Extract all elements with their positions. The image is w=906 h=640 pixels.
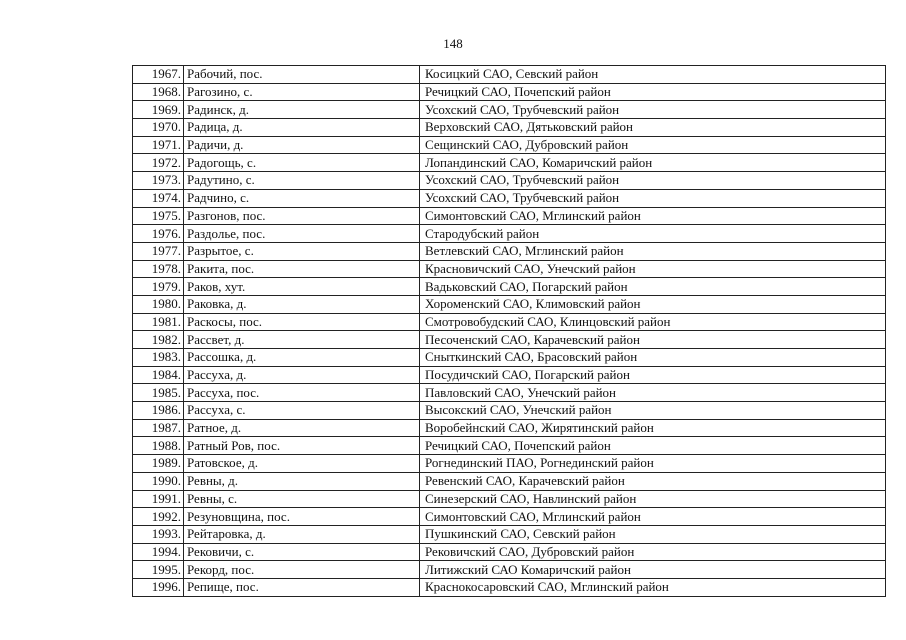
administrative-location: Усохский САО, Трубчевский район	[420, 101, 886, 119]
row-number: 1978.	[133, 260, 184, 278]
settlement-name: Радица, д.	[184, 119, 420, 137]
table-row	[133, 578, 886, 596]
administrative-location: Ревенский САО, Карачевский район	[420, 472, 886, 490]
settlement-name: Ратный Ров, пос.	[184, 437, 420, 455]
settlement-name: Раздолье, пос.	[184, 225, 420, 243]
row-number: 1983.	[133, 349, 184, 367]
table-row	[133, 66, 886, 84]
table-row	[133, 189, 886, 207]
settlement-name: Радогощь, с.	[184, 154, 420, 172]
table-row	[133, 101, 886, 119]
table-row	[133, 295, 886, 313]
settlement-name: Резуновщина, пос.	[184, 508, 420, 526]
settlement-name: Радчино, с.	[184, 189, 420, 207]
administrative-location: Речицкий САО, Почепский район	[420, 437, 886, 455]
row-number: 1980.	[133, 295, 184, 313]
table-row	[133, 490, 886, 508]
row-number: 1994.	[133, 543, 184, 561]
administrative-location: Усохский САО, Трубчевский район	[420, 189, 886, 207]
administrative-location: Воробейнский САО, Жирятинский район	[420, 419, 886, 437]
table-row	[133, 508, 886, 526]
settlement-name: Радичи, д.	[184, 136, 420, 154]
settlement-name: Ревны, д.	[184, 472, 420, 490]
administrative-location: Сныткинский САО, Брасовский район	[420, 349, 886, 367]
table-row	[133, 172, 886, 190]
row-number: 1995.	[133, 561, 184, 579]
administrative-location: Смотровобудский САО, Клинцовский район	[420, 313, 886, 331]
row-number: 1971.	[133, 136, 184, 154]
administrative-location: Песоченский САО, Карачевский район	[420, 331, 886, 349]
row-number: 1988.	[133, 437, 184, 455]
table-row	[133, 331, 886, 349]
administrative-location: Стародубский район	[420, 225, 886, 243]
administrative-location: Высокский САО, Унечский район	[420, 402, 886, 420]
table-row	[133, 313, 886, 331]
settlement-name: Рейтаровка, д.	[184, 525, 420, 543]
row-number: 1973.	[133, 172, 184, 190]
page-number: 148	[443, 36, 463, 51]
settlement-name: Рассошка, д.	[184, 349, 420, 367]
row-number: 1977.	[133, 242, 184, 260]
row-number: 1981.	[133, 313, 184, 331]
row-number: 1993.	[133, 525, 184, 543]
administrative-location: Синезерский САО, Навлинский район	[420, 490, 886, 508]
row-number: 1985.	[133, 384, 184, 402]
row-number: 1969.	[133, 101, 184, 119]
settlement-table	[132, 65, 886, 597]
administrative-location: Рогнединский ПАО, Рогнединский район	[420, 455, 886, 473]
administrative-location: Сещинский САО, Дубровский район	[420, 136, 886, 154]
row-number: 1991.	[133, 490, 184, 508]
settlement-name: Разрытое, с.	[184, 242, 420, 260]
settlement-name: Ракита, пос.	[184, 260, 420, 278]
table-row	[133, 455, 886, 473]
row-number: 1975.	[133, 207, 184, 225]
row-number: 1968.	[133, 83, 184, 101]
table-row	[133, 242, 886, 260]
table-row	[133, 561, 886, 579]
settlement-name: Раковка, д.	[184, 295, 420, 313]
settlement-name: Рекорд, пос.	[184, 561, 420, 579]
settlement-name: Рассуха, д.	[184, 366, 420, 384]
administrative-location: Верховский САО, Дятьковский район	[420, 119, 886, 137]
settlement-name: Ревны, с.	[184, 490, 420, 508]
settlement-name: Радутино, с.	[184, 172, 420, 190]
settlement-name: Раскосы, пос.	[184, 313, 420, 331]
table-row	[133, 472, 886, 490]
table-row	[133, 366, 886, 384]
table-row	[133, 207, 886, 225]
table-row	[133, 278, 886, 296]
settlement-name: Рассуха, с.	[184, 402, 420, 420]
row-number: 1976.	[133, 225, 184, 243]
settlement-name: Раков, хут.	[184, 278, 420, 296]
settlement-name: Рассуха, пос.	[184, 384, 420, 402]
settlement-name: Ратное, д.	[184, 419, 420, 437]
table-row	[133, 384, 886, 402]
administrative-location: Вадьковский САО, Погарский район	[420, 278, 886, 296]
administrative-location: Краснокосаровский САО, Мглинский район	[420, 578, 886, 596]
row-number: 1982.	[133, 331, 184, 349]
administrative-location: Красновичский САО, Унечский район	[420, 260, 886, 278]
administrative-location: Усохский САО, Трубчевский район	[420, 172, 886, 190]
table-row	[133, 83, 886, 101]
administrative-location: Рековичский САО, Дубровский район	[420, 543, 886, 561]
settlement-name: Рагозино, с.	[184, 83, 420, 101]
row-number: 1992.	[133, 508, 184, 526]
administrative-location: Ветлевский САО, Мглинский район	[420, 242, 886, 260]
row-number: 1987.	[133, 419, 184, 437]
row-number: 1984.	[133, 366, 184, 384]
table-row	[133, 136, 886, 154]
table-row	[133, 543, 886, 561]
administrative-location: Павловский САО, Унечский район	[420, 384, 886, 402]
row-number: 1972.	[133, 154, 184, 172]
row-number: 1986.	[133, 402, 184, 420]
settlement-name: Разгонов, пос.	[184, 207, 420, 225]
row-number: 1996.	[133, 578, 184, 596]
row-number: 1974.	[133, 189, 184, 207]
settlement-name: Рековичи, с.	[184, 543, 420, 561]
administrative-location: Косицкий САО, Севский район	[420, 66, 886, 84]
table-row	[133, 525, 886, 543]
table-body	[133, 66, 886, 597]
row-number: 1989.	[133, 455, 184, 473]
settlement-name: Рассвет, д.	[184, 331, 420, 349]
settlement-name: Репище, пос.	[184, 578, 420, 596]
table-row	[133, 402, 886, 420]
table-row	[133, 349, 886, 367]
row-number: 1967.	[133, 66, 184, 84]
table-row	[133, 154, 886, 172]
table-row	[133, 119, 886, 137]
administrative-location: Посудичский САО, Погарский район	[420, 366, 886, 384]
settlement-name: Радинск, д.	[184, 101, 420, 119]
table-row	[133, 419, 886, 437]
administrative-location: Пушкинский САО, Севский район	[420, 525, 886, 543]
table-row	[133, 225, 886, 243]
row-number: 1970.	[133, 119, 184, 137]
settlement-name: Ратовское, д.	[184, 455, 420, 473]
table-row	[133, 260, 886, 278]
administrative-location: Речицкий САО, Почепский район	[420, 83, 886, 101]
row-number: 1979.	[133, 278, 184, 296]
administrative-location: Литижский САО Комаричский район	[420, 561, 886, 579]
administrative-location: Симонтовский САО, Мглинский район	[420, 207, 886, 225]
table-row	[133, 437, 886, 455]
administrative-location: Лопандинский САО, Комаричский район	[420, 154, 886, 172]
row-number: 1990.	[133, 472, 184, 490]
administrative-location: Симонтовский САО, Мглинский район	[420, 508, 886, 526]
settlement-name: Рабочий, пос.	[184, 66, 420, 84]
administrative-location: Хороменский САО, Климовский район	[420, 295, 886, 313]
